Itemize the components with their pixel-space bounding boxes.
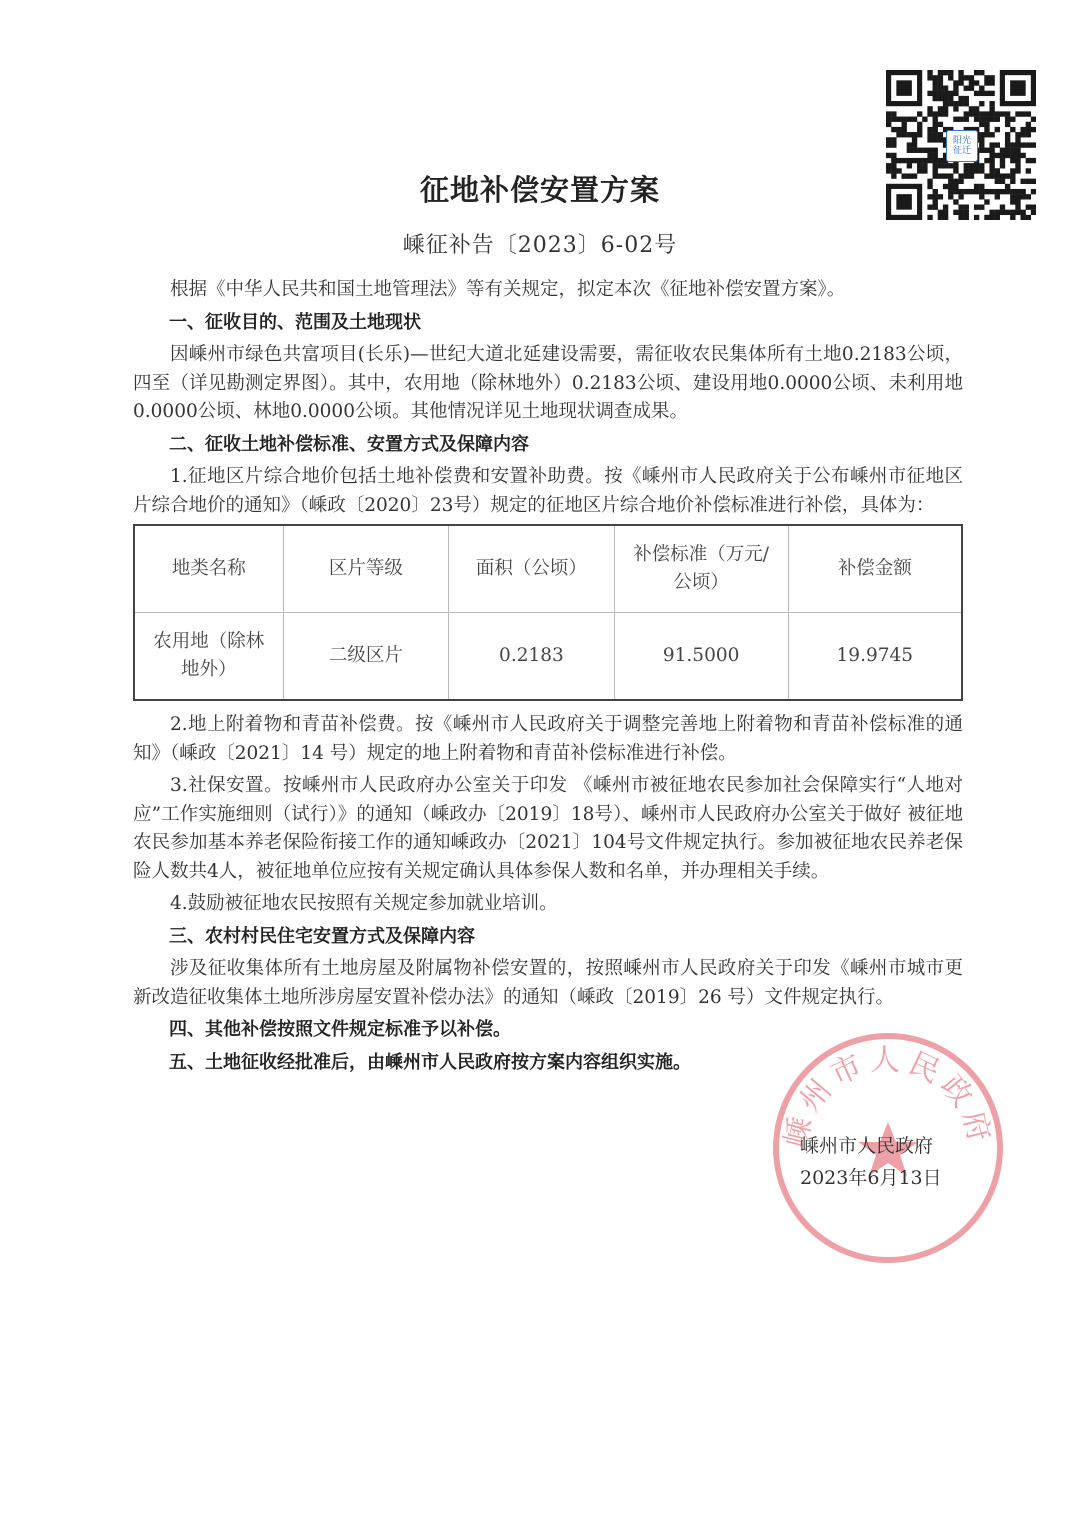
table-header-row [134,525,962,613]
signature-block [800,1130,980,1194]
table-row [134,613,962,701]
qr-badge-line-2: 征迁 [952,146,971,156]
signature-date: 2023年6月13日 [800,1167,942,1189]
table-cell: 二级区片 [283,613,449,701]
section2-item4: 4.鼓励被征地农民按照有关规定参加就业培训。 [170,893,558,914]
section2-heading: 二、征收土地补偿标准、安置方式及保障内容 [169,433,529,455]
table-header-cell: 地类名称 [134,525,283,613]
section2-item3: 3.社保安置。按嵊州市人民政府办公室关于印发 《嵊州市被征地农民参加社会保障实行“人地对应”工作实施细则（试行）》的通知（嵊政办〔2019〕18号）、嵊州市人民政府办公室关于做好 被征地农民参加基本养老保险衔接工作的通知嵊政办〔2021〕104号文件规定执行。参加被征地农民养老保险人数共4人，被征地单位应按有关规定确认具体参保人数和名单，并办理相关手续。 [133,775,963,882]
seal-lettering: 嵊州市人民政府 [777,1043,999,1151]
qr-center-badge [946,130,978,162]
section4-heading: 四、其他补偿按照文件规定标准予以补偿。 [169,1019,511,1040]
qr-badge-line-1: 阳光 [952,136,971,146]
table-header-cell: 补偿金额 [788,525,962,613]
document-title: 征地补偿安置方案 [419,173,660,207]
section1-text: 因嵊州市绿色共富项目(长乐)—世纪大道北延建设需要，需征收农民集体所有土地0.2183公顷，四至（详见勘测定界图）。其中，农用地（除林地外）0.2183公顷、建设用地0.0000公顷、未利用地0.0000公顷、林地0.0000公顷。其他情况详见土地现状调查成果。 [133,344,963,422]
table-cell: 91.5000 [614,613,788,701]
table-header-cell: 补偿标准（万元/公顷） [614,525,788,613]
document-number: 嵊征补告〔2023〕6-02号 [402,233,678,258]
section1-heading: 一、征收目的、范围及土地现状 [169,311,421,333]
section3-text: 涉及征收集体所有土地房屋及附属物补偿安置的，按照嵊州市人民政府关于印发《嵊州市城市更新改造征收集体土地所涉房屋安置补偿办法》的通知（嵊政〔2019〕26 号）文件规定执行。 [133,958,963,1008]
section5-heading: 五、土地征收经批准后，由嵊州市人民政府按方案内容组织实施。 [169,1051,691,1073]
document-body [133,276,963,1081]
intro-paragraph: 根据《中华人民共和国土地管理法》等有关规定，拟定本次《征地补偿安置方案》。 [170,279,846,300]
section2-item2: 2.地上附着物和青苗补偿费。按《嵊州市人民政府关于调整完善地上附着物和青苗补偿标准的通知》（嵊政〔2021〕14 号）规定的地上附着物和青苗补偿标准进行补偿。 [133,714,963,764]
signature-org: 嵊州市人民政府 [800,1135,934,1157]
table-cell: 19.9745 [788,613,962,701]
table-cell: 农用地（除林地外） [134,613,283,701]
table-cell: 0.2183 [449,613,615,701]
table-header-cell: 面积（公顷） [449,525,615,613]
compensation-table [133,524,963,701]
table-header-cell: 区片等级 [283,525,449,613]
section2-item1: 1.征地区片综合地价包括土地补偿费和安置补助费。按《嵊州市人民政府关于公布嵊州市征地区片综合地价的通知》（嵊政〔2020〕23号）规定的征地区片综合地价补偿标准进行补偿，具体为： [133,466,963,516]
section3-heading: 三、农村村民住宅安置方式及保障内容 [169,925,475,947]
